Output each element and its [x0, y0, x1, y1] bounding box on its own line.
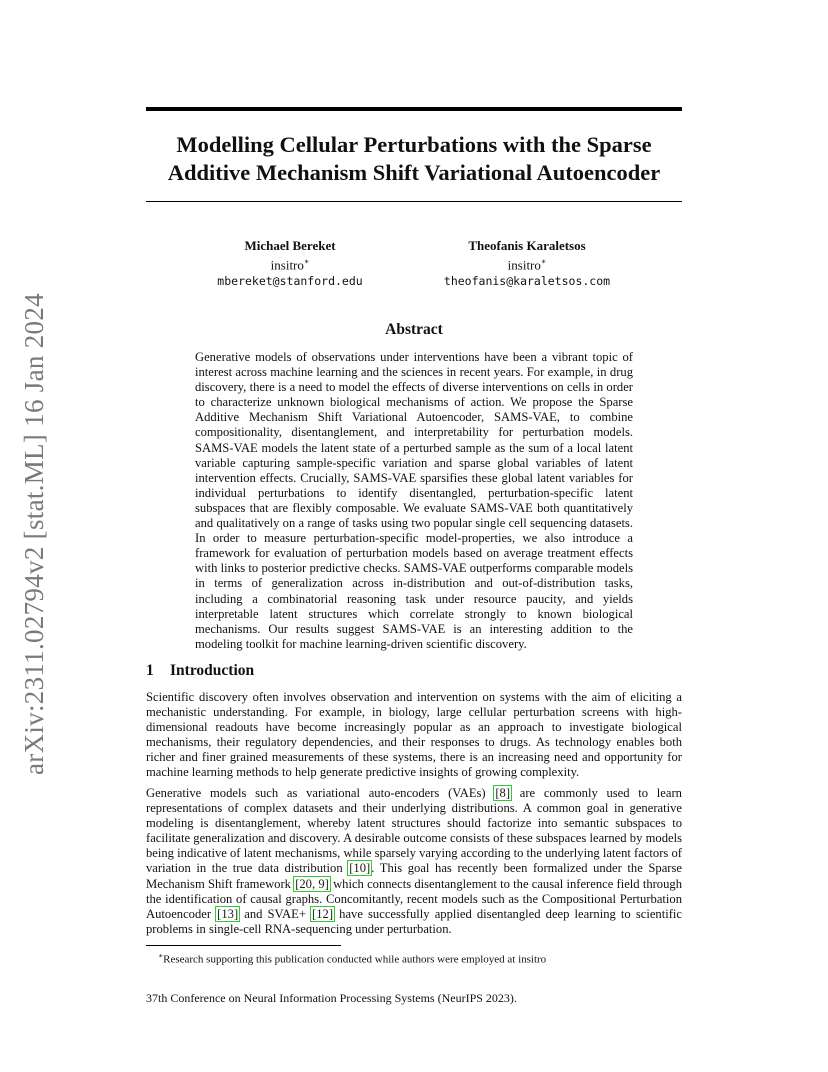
author-email[interactable]: mbereket@stanford.edu — [217, 274, 363, 289]
section-title: Introduction — [170, 662, 255, 679]
author-affiliation: insitro∗ — [507, 257, 547, 273]
citation-link[interactable]: [10] — [349, 861, 371, 876]
author-block-2 — [427, 238, 627, 289]
abstract-heading: Abstract — [385, 321, 443, 338]
author-email[interactable]: theofanis@karaletsos.com — [443, 274, 611, 289]
arxiv-sidebar-stamp: arXiv:2311.02794v2 [stat.ML] 16 Jan 2024 — [19, 293, 49, 775]
footnote-mark: ∗ — [540, 257, 547, 266]
footnote-rule — [146, 945, 341, 946]
paper-title: Modelling Cellular Perturbations with the Sparse Additive Mechanism Shift Variational Autoencoder — [167, 132, 661, 185]
author-block-1 — [200, 238, 380, 289]
author-affiliation: insitro∗ — [270, 257, 310, 273]
author-name: Theofanis Karaletsos — [468, 238, 586, 253]
intro-paragraph-1: Scientific discovery often involves observation and intervention on systems with the aim of eliciting a mechanistic understanding. For example, in biology, large cellular perturbation screens with high-dimensional readouts have become increasingly popular as an approach to investigate biological mechanisms, their regulatory dependencies, and their responses to drugs. As technology enables both richer and finer grained measurements of these systems, there is an increasing need and opportunity for machine learning methods to help generate predictive insights of growing complexity. — [146, 690, 682, 780]
footnote — [158, 949, 546, 967]
citation-link[interactable]: [20, 9] — [295, 876, 329, 891]
footnote-mark: ∗ — [303, 257, 310, 266]
citation-link[interactable]: [13] — [217, 906, 239, 921]
conference-note: 37th Conference on Neural Information Processing Systems (NeurIPS 2023). — [146, 991, 517, 1005]
title-top-rule — [146, 107, 682, 111]
footnote-text: Research supporting this publication conducted while authors were employed at insitro — [163, 953, 547, 966]
intro-paragraph-2: Generative models such as variational auto-encoders (VAEs) [8] are commonly used to learn representations of complex datasets and their underlying distributions. A common goal in generative modeling is disentanglement, whereby latent structures should factorize into semantic subspaces to facilitate generalization and discovery. A desirable outcome consists of these subspaces learned by models being indicative of latent mechanisms, while sparsely varying according to the underlying latent factors of variation in the true data distribution [10]. This goal has recently been formalized under the Sparse Mechanism Shift framework [20, 9] which connects disentanglement to the causal inference field through the identification of causal graphs. Concomitantly, recent models such as the Compositional Perturbation Autoencoder [13] and SVAE+ [12] have successfully applied disentangled deep learning to scientific problems in single-cell RNA-sequencing under perturbation. — [146, 786, 682, 936]
footnote-mark: ∗ — [158, 951, 164, 960]
author-name: Michael Bereket — [244, 238, 336, 253]
title-bottom-rule — [146, 201, 682, 202]
citation-link[interactable]: [12] — [312, 906, 334, 921]
section-number: 1 — [146, 662, 154, 679]
abstract-text: Generative models of observations under interventions have been a vibrant topic of interest across machine learning and the sciences in recent years. For example, in drug discovery, there is a need to model the effects of diverse interventions on cells in order to characterize unknown biological mechanisms of action. We propose the Sparse Additive Mechanism Shift Variational Autoencoder, SAMS-VAE, to combine compositionality, disentanglement, and interpretability for perturbation models. SAMS-VAE models the latent state of a perturbed sample as the sum of a local latent variable capturing sample-specific variation and sparse global variables of latent intervention effects. Crucially, SAMS-VAE sparsifies these global latent variables for individual perturbations to identify disentangled, perturbation-specific latent subspaces that are flexibly composable. We evaluate SAMS-VAE both quantitatively and qualitatively on a range of tasks using two popular single cell sequencing datasets. In order to measure perturbation-specific model-properties, we also introduce a framework for evaluation of perturbation models based on average treatment effects with links to posterior predictive checks. SAMS-VAE outperforms comparable models in terms of generalization across in-distribution and out-of-distribution tasks, including a combinatorial reasoning task under resource paucity, and yields interpretable latent structures which correlate strongly to known biological mechanisms. Our results suggest SAMS-VAE is an interesting addition to the modeling toolkit for machine learning-driven scientific discovery. — [195, 350, 633, 651]
section-heading — [146, 662, 254, 680]
citation-link[interactable]: [8] — [495, 786, 511, 800]
